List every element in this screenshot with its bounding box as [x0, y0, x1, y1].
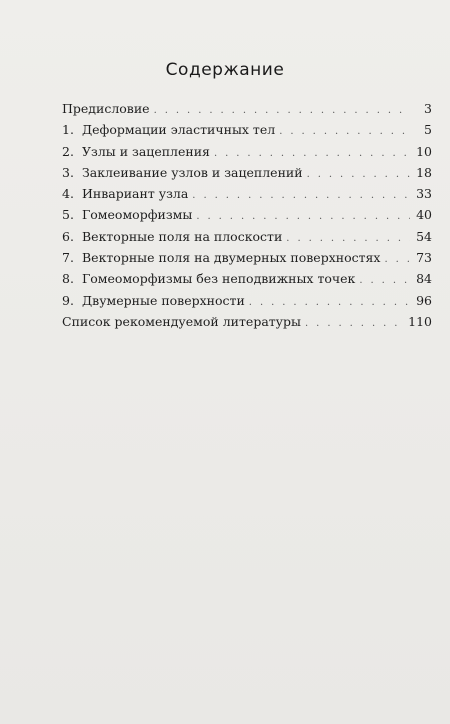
toc-entry-page: 10: [416, 143, 432, 159]
toc-entry-page: 110: [408, 313, 432, 329]
toc-entry-number: 1.: [62, 122, 74, 138]
toc-entry-page: 3: [424, 101, 432, 116]
table-of-contents: [62, 98, 432, 332]
toc-entry-page: 96: [416, 292, 432, 308]
toc-leader-dots: [249, 292, 410, 313]
toc-leader-dots: [384, 249, 410, 270]
toc-leader-dots: [305, 313, 404, 334]
toc-entry-number: 9.: [62, 292, 74, 308]
toc-entry-title: Векторные поля на плоскости: [82, 228, 283, 244]
toc-entry-number: 8.: [62, 271, 74, 287]
toc-entry[interactable]: [62, 119, 432, 140]
toc-leader-dots: [359, 270, 410, 291]
toc-entry[interactable]: [62, 162, 432, 183]
toc-leader-dots: [154, 100, 410, 121]
bleed-through-texture: [58, 14, 420, 30]
toc-entry[interactable]: [62, 268, 432, 289]
toc-entry-number: 3.: [62, 164, 74, 180]
toc-entry-title: Деформации эластичных тел: [82, 122, 276, 138]
page-title: Содержание: [165, 60, 285, 80]
toc-leader-dots: [279, 121, 410, 142]
toc-entry-page: 18: [416, 164, 432, 180]
toc-entry[interactable]: [62, 247, 432, 268]
toc-entry-title: Инвариант узла: [82, 186, 189, 202]
toc-entry-number: 6.: [62, 228, 74, 244]
toc-entry[interactable]: [62, 204, 432, 225]
toc-entry-title: Гомеоморфизмы: [82, 207, 193, 223]
toc-entry-title: Список рекомендуемой литературы: [62, 313, 301, 329]
toc-entry[interactable]: [62, 290, 432, 311]
toc-leader-dots: [192, 185, 410, 206]
toc-leader-dots: [196, 206, 410, 227]
toc-entry-number: 4.: [62, 186, 74, 202]
toc-entry[interactable]: [62, 226, 432, 247]
toc-entry-page: 40: [416, 207, 432, 223]
toc-entry[interactable]: [62, 98, 432, 119]
toc-entry-number: 2.: [62, 143, 74, 159]
toc-entry-title: Двумерные поверхности: [82, 292, 245, 308]
toc-entry-title: Векторные поля на двумерных поверхностях: [82, 250, 381, 266]
toc-entry[interactable]: [62, 183, 432, 204]
toc-entry-page: 73: [416, 250, 432, 266]
toc-entry-title: Узлы и зацепления: [82, 143, 210, 159]
toc-entry-page: 84: [416, 271, 432, 287]
toc-leader-dots: [307, 164, 410, 185]
toc-entry-number: 5.: [62, 207, 74, 223]
toc-entry-page: 5: [424, 122, 432, 138]
toc-entry[interactable]: [62, 141, 432, 162]
toc-entry-title: Заклеивание узлов и зацеплений: [82, 164, 303, 180]
toc-entry[interactable]: [62, 311, 432, 332]
toc-leader-dots: [286, 228, 410, 249]
toc-leader-dots: [214, 143, 410, 164]
toc-entry-title: Гомеоморфизмы без неподвижных точек: [82, 271, 356, 287]
toc-entry-title: Предисловие: [62, 101, 150, 116]
toc-entry-page: 33: [416, 186, 432, 202]
toc-entry-page: 54: [416, 228, 432, 244]
toc-entry-number: 7.: [62, 250, 74, 266]
